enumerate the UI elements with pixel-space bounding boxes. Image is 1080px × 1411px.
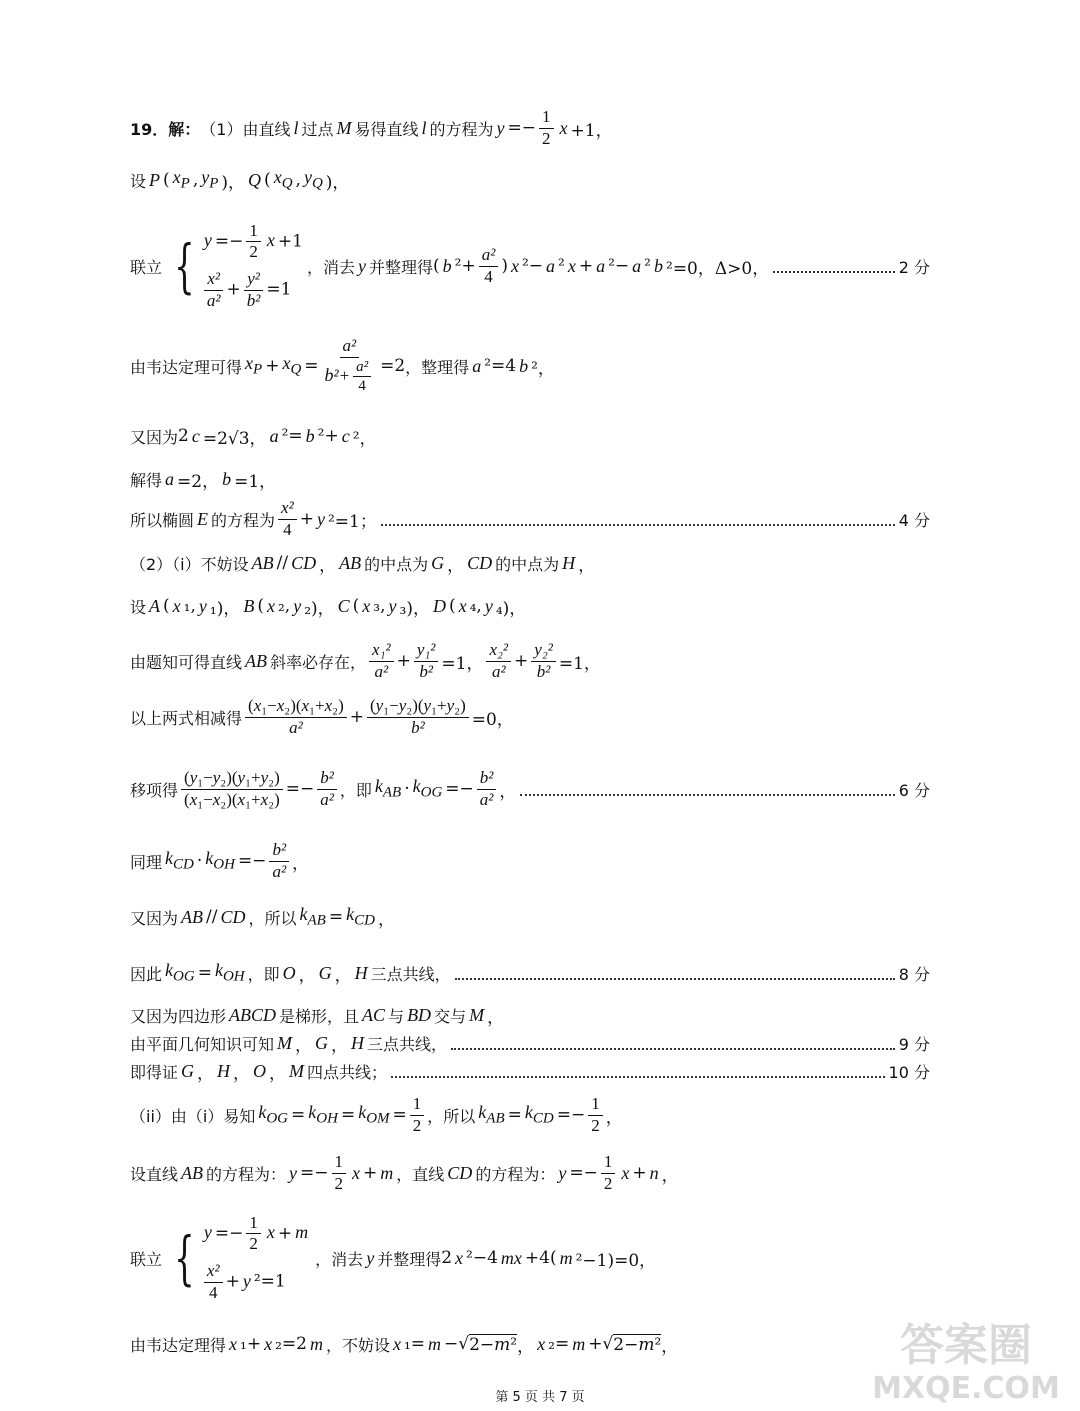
solution-line-13: 同理 $k_{CD}$ · $k_{OH}$ =− b² a² ， — [130, 839, 310, 881]
solution-line-19: （ii）由（i）易知 $k_{OG}$ = $k_{OH}$ = $k_{OM}$ = 1 2 ，所以 $k_{AB}$ = $k_{CD}$ =− 1 2 ， — [130, 1093, 623, 1135]
solution-line-1: 19．解： （1）由直线 l 过点 M 易得直线 l 的方程为 y =− 1 2 x +1， — [130, 106, 613, 148]
watermark-top-text: 答案圈 — [900, 1320, 1032, 1371]
page-footer: 第 5 页 共 7 页 — [495, 1390, 585, 1405]
dot-leader — [391, 1076, 885, 1078]
solution-line-17: 由平面几何知识可知 M ， G ， H 三点共线， 9 分 — [130, 1032, 930, 1056]
solution-line-16: 又因为四边形 ABCD 是梯形，且 AC 与 BD 交与 M ， — [130, 1004, 505, 1028]
dot-leader — [773, 271, 895, 273]
watermark-bottom-text: MXQE.COM — [872, 1371, 1060, 1405]
solution-line-18: 即得证 G ， H ， O ， M 四点共线； 10 分 — [130, 1060, 930, 1084]
solution-line-11: 以上两式相减得 (x₁−x₂)(x₁+x₂) a² + (y₁−y₂)(y₁+y₂) b² =0， — [130, 695, 514, 737]
score-label: 6 分 — [898, 780, 930, 800]
solution-line-5: 又因为 2 c =2√3， a ²= b ²+ c ²， — [130, 425, 377, 449]
solution-line-8: （2）（i）不妨设 AB // CD ， AB 的中点为 G ， CD 的中点为 H ， — [130, 552, 596, 576]
solution-line-4: 由韦达定理可得 $x_P$ + $x_Q$ = a² b²+ $\frac{\text{a²}}{4}$ =2 ，整理得 a ²=4 b ²， — [130, 336, 555, 395]
solution-line-2: 设 P ( $x_P$ , $y_P$ )， Q ( $x_Q$ , $y_Q$ )， — [130, 167, 350, 193]
equation-system-2: { y =− $\frac{1}{2}$ x + m $\frac{\text{x²}}{4}$ + y ²=1 — [174, 1212, 309, 1302]
score-label: 8 分 — [898, 964, 930, 984]
solution-line-22: 由韦达定理得 x ₁+ x ₂=2 m ，不妨设 x ₁= m −√ 2−m² ， x ₂= m +√ 2−m² ， — [130, 1333, 679, 1357]
solution-line-21: 联立 { y =− $\frac{1}{2}$ x + m $\frac{\text{x²}}{4}$ + y ²=1 ，消去 y 并整理得 2 x ²−4 mx +4( m ²−1)=0， — [130, 1212, 657, 1302]
solution-line-3: 联立 { y =− $\frac{1}{2}$ x +1 $\frac{\text{x²}}{\text{a²}}$ + $\frac{\text{y²}}{\text{b²}}$ =1 ，消去 y 并整理得 ( b ²+ a² 4 ) x ²− a ² x + a ²− a ² b ²=0，Δ>0， 2 分 — [130, 220, 930, 310]
solution-line-20: 设直线 AB 的方程为： y =− 1 2 x + m ，直线 CD 的方程为： y =− 1 2 x + n ， — [130, 1151, 679, 1193]
solution-line-12: 移项得 (y₁−y₂)(y₁+y₂) (x₁−x₂)(x₁+x₂) =− b² a² ，即 $k_{AB}$ · $k_{OG}$ =− b² a² ， 6 分 — [130, 767, 930, 809]
dot-leader — [520, 794, 894, 796]
score-label: 9 分 — [898, 1034, 930, 1054]
equation-system-1: { y =− $\frac{1}{2}$ x +1 $\frac{\text{x²}}{\text{a²}}$ + $\frac{\text{y²}}{\text{b²}}$ =1 — [174, 220, 303, 310]
solution-line-7: 所以椭圆 E 的方程为 x² 4 + y ²=1； 4 分 — [130, 497, 930, 539]
score-label: 4 分 — [898, 510, 930, 530]
dot-leader — [451, 1048, 895, 1050]
solution-line-10: 由题知可得直线 AB 斜率必存在， x₁² a² + y₁² b² =1， x₂² a² + y₂² b² =1， — [130, 639, 601, 681]
watermark-logo — [866, 1310, 1066, 1405]
dot-leader — [381, 524, 895, 526]
solution-line-14: 又因为 AB // CD ，所以 $k_{AB}$ = $k_{CD}$ ， — [130, 904, 395, 930]
score-label: 2 分 — [898, 257, 930, 277]
solution-line-9: 设 A ( x ₁, y ₁)， B ( x ₂, y ₂)， C ( x ₃, y ₃)， D ( x ₄, y ₄)， — [130, 595, 527, 619]
dot-leader — [455, 978, 895, 980]
score-label: 10 分 — [888, 1062, 930, 1082]
solution-line-6: 解得 a =2， b =1， — [130, 468, 277, 492]
solution-line-15: 因此 $k_{OG}$ = $k_{OH}$ ，即 O ， G ， H 三点共线， 8 分 — [130, 960, 930, 986]
